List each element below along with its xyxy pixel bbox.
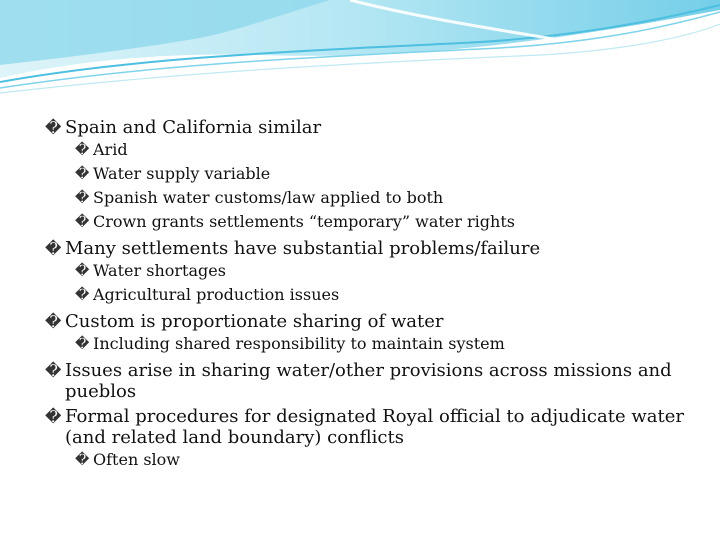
bullet-level2: [75, 138, 685, 162]
bullet-icon: �: [45, 407, 62, 426]
sub-bullet-icon: �: [75, 190, 90, 206]
sub-bullet-text: Including shared responsibility to maintain system: [93, 334, 505, 353]
bullet-level2: [75, 162, 685, 186]
bullet-level1: [45, 360, 685, 402]
bullet-icon: �: [45, 239, 62, 258]
bullet-level2: [75, 332, 685, 356]
bullet-icon: �: [45, 361, 62, 380]
sub-bullet-icon: �: [75, 214, 90, 230]
slide-body: [45, 113, 685, 472]
sub-bullet-icon: �: [75, 452, 90, 468]
sub-bullet-text: Agricultural production issues: [93, 285, 340, 304]
bullet-text: Issues arise in sharing water/other provisions across missions and pueblos: [65, 360, 672, 402]
bullet-icon: �: [45, 312, 62, 331]
sub-bullet-text: Water shortages: [93, 261, 226, 280]
sub-bullet-icon: �: [75, 166, 90, 182]
bullet-level1: [45, 406, 685, 448]
sub-bullet-icon: �: [75, 142, 90, 158]
bullet-level2: [75, 448, 685, 472]
bullet-level2: [75, 186, 685, 210]
sub-bullet-text: Water supply variable: [93, 164, 271, 183]
bullet-text: Many settlements have substantial problems/failure: [65, 238, 541, 259]
sub-bullet-text: Arid: [93, 140, 128, 159]
bullet-level2: [75, 259, 685, 283]
bullet-level2: [75, 210, 685, 234]
bullet-level1: [45, 311, 685, 332]
sub-bullet-icon: �: [75, 287, 90, 303]
bullet-icon: �: [45, 118, 62, 137]
sub-bullet-text: Often slow: [93, 450, 180, 469]
bullet-text: Custom is proportionate sharing of water: [65, 311, 444, 332]
sub-bullet-icon: �: [75, 336, 90, 352]
bullet-level2: [75, 283, 685, 307]
bullet-text: Spain and California similar: [65, 117, 322, 138]
sub-bullet-text: Crown grants settlements “temporary” water rights: [93, 212, 515, 231]
bullet-level1: [45, 117, 685, 138]
bullet-level1: [45, 238, 685, 259]
sub-bullet-text: Spanish water customs/law applied to both: [93, 188, 444, 207]
bullet-text: Formal procedures for designated Royal official to adjudicate water (and related land boundary) conflicts: [65, 406, 684, 448]
sub-bullet-icon: �: [75, 263, 90, 279]
header-wave-decoration: [0, 0, 720, 95]
